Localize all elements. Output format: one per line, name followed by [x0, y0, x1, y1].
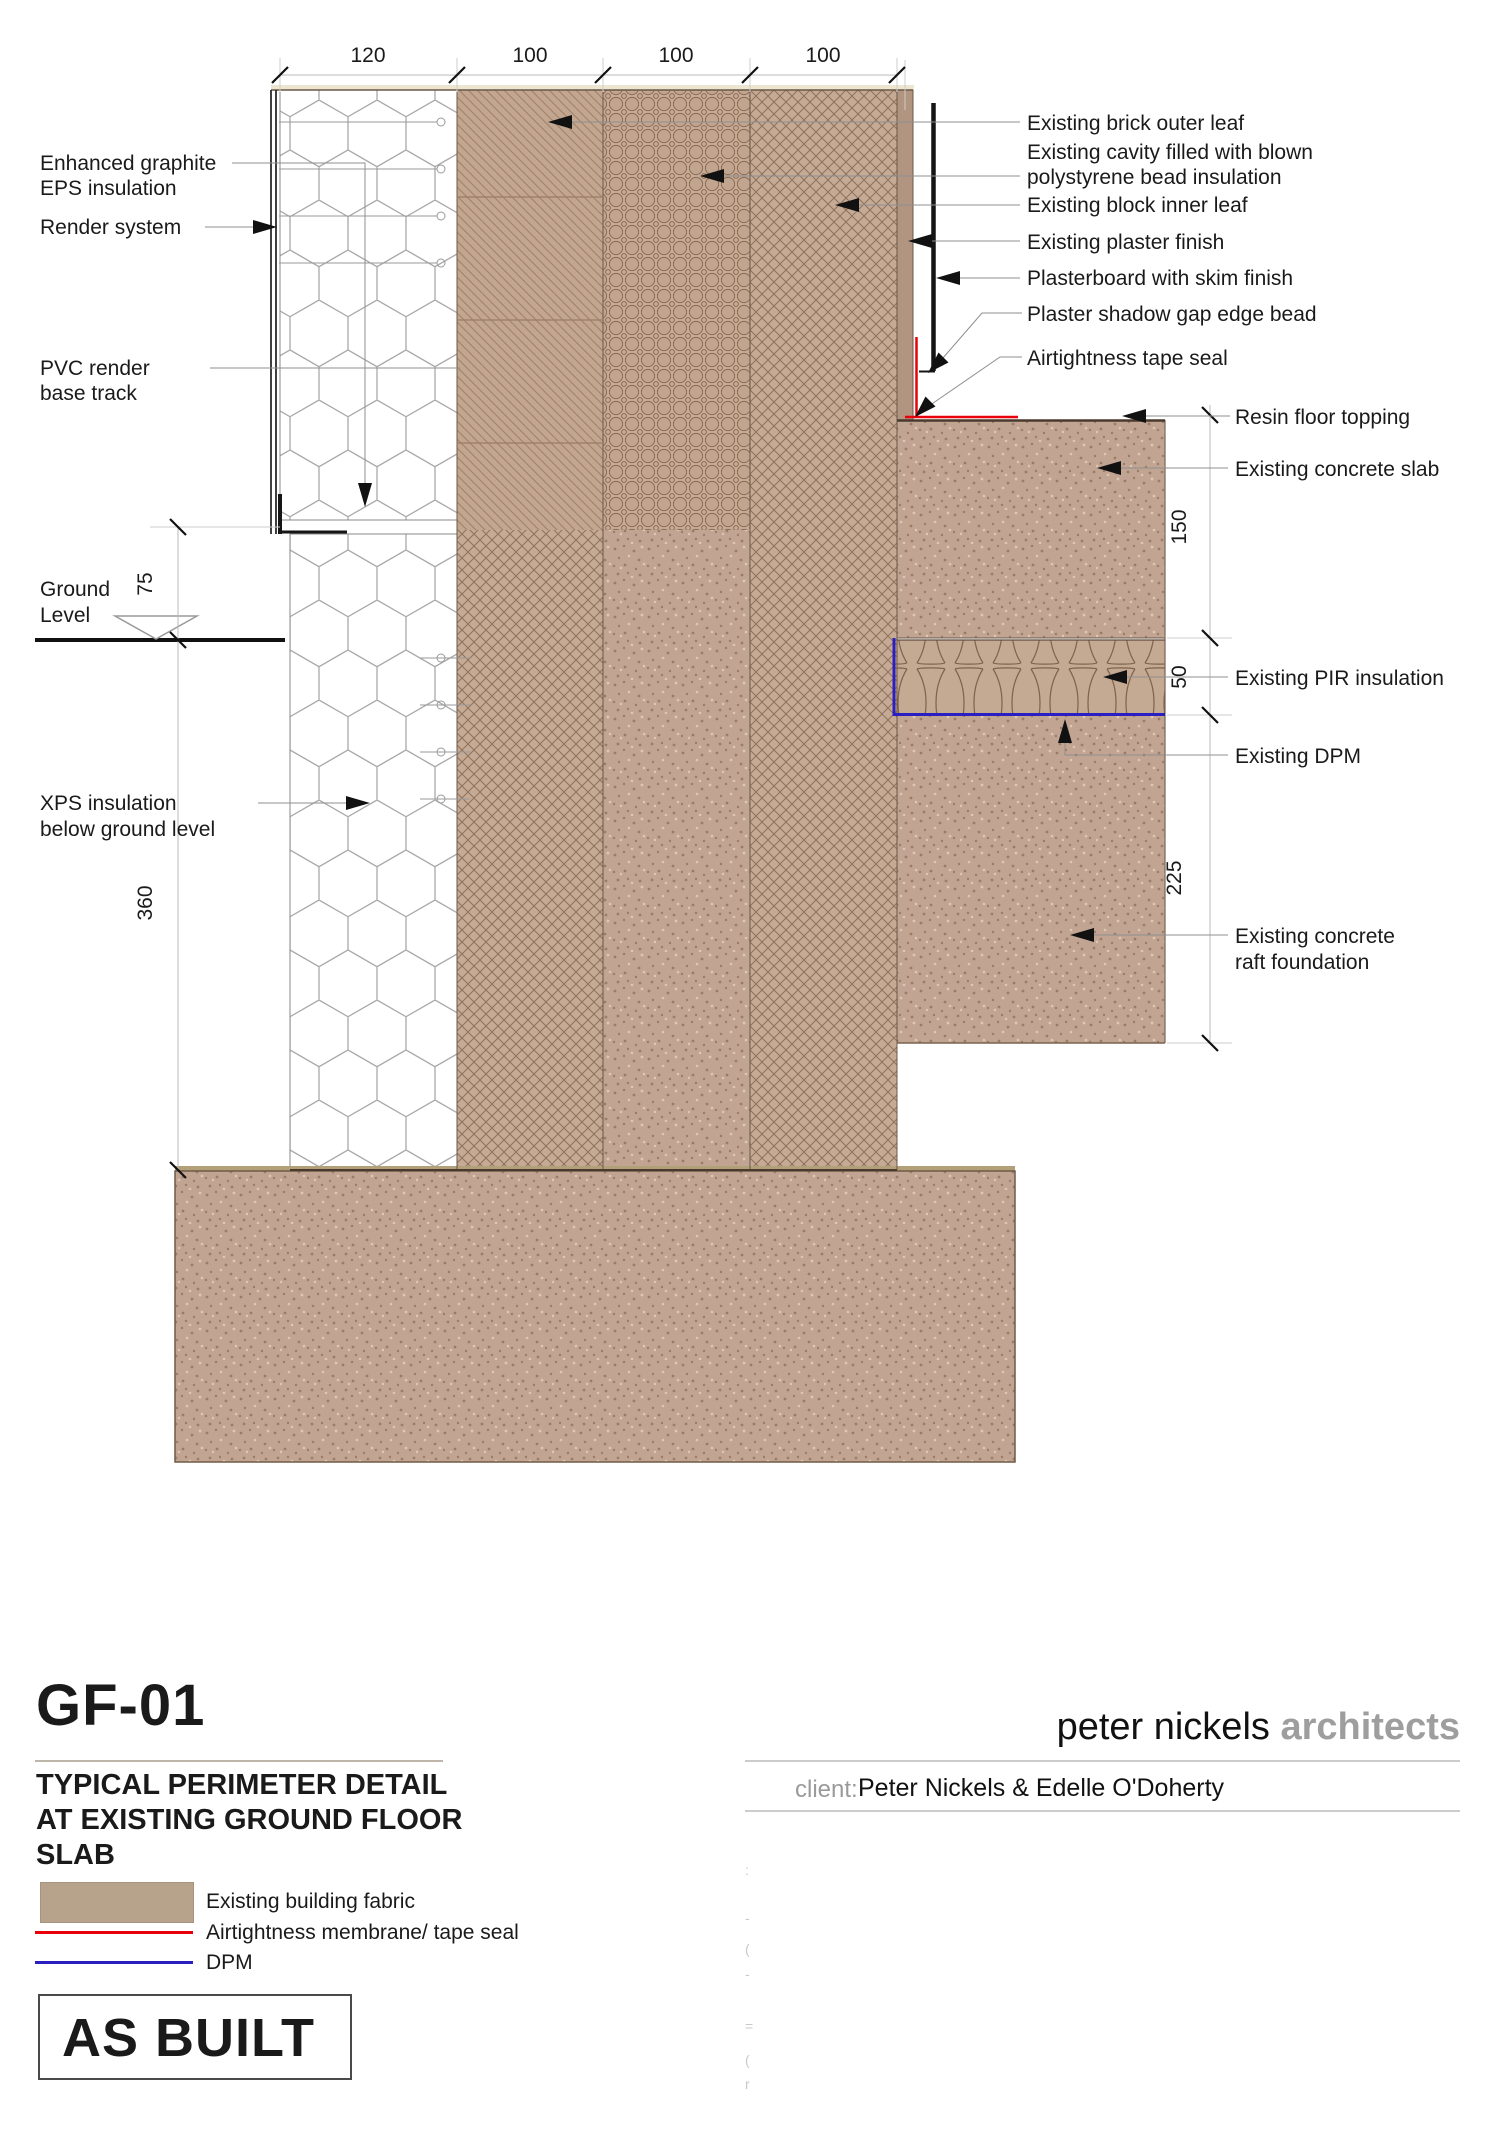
faint-text-fragment: -	[745, 1910, 750, 1926]
block-inner-leaf-region	[750, 90, 897, 1170]
render-system-lines	[271, 90, 276, 534]
titleblock-rule-top	[745, 1760, 1460, 1762]
label-tape: Airtightness tape seal	[1027, 347, 1228, 370]
brick-outer-leaf-region	[457, 90, 603, 530]
dim-360: 360	[134, 885, 157, 921]
label-resin: Resin floor topping	[1235, 406, 1411, 429]
label-raft-2: raft foundation	[1235, 951, 1370, 974]
label-raft-1: Existing concrete	[1235, 925, 1395, 948]
legend-airtightness-line	[35, 1931, 193, 1934]
xps-insulation-region	[290, 534, 457, 1170]
client-label: client:	[795, 1776, 858, 1803]
drawing-title-line3: SLAB	[36, 1839, 115, 1871]
label-dpm: Existing DPM	[1235, 745, 1362, 768]
dimension-right	[1163, 405, 1232, 1051]
titleblock-rule-bottom	[745, 1810, 1460, 1812]
label-render: Render system	[40, 216, 182, 239]
label-block: Existing block inner leaf	[1027, 194, 1248, 217]
faint-text-fragment: r	[745, 2076, 750, 2092]
label-ground-1: Ground	[40, 578, 111, 601]
annotations-left	[40, 152, 216, 841]
label-xps-2: below ground level	[40, 818, 216, 841]
drawing-title-line1: TYPICAL PERIMETER DETAIL	[36, 1769, 448, 1801]
faint-text-fragment: -	[745, 1966, 750, 1982]
label-plaster: Existing plaster finish	[1027, 231, 1225, 254]
raft-foundation-region	[897, 715, 1165, 1043]
legend-fabric-swatch	[40, 1882, 194, 1923]
concrete-slab-region	[897, 421, 1165, 638]
label-eps-1: Enhanced graphite	[40, 152, 217, 175]
label-cavity-1: Existing cavity filled with blown	[1027, 141, 1313, 164]
faint-text-fragment: =	[745, 2018, 754, 2034]
dim-100b: 100	[658, 44, 694, 67]
firm-logo	[745, 1706, 1460, 1749]
dim-75: 75	[134, 572, 157, 596]
foundation-block-region	[175, 1171, 1015, 1462]
label-pvc-1: PVC render	[40, 357, 150, 380]
firm-name: peter nickels	[1056, 1706, 1270, 1748]
ground-level-marker	[115, 616, 197, 639]
faint-text-fragment: (	[745, 2052, 750, 2068]
drawing-title-line2: AT EXISTING GROUND FLOOR	[36, 1804, 463, 1836]
label-brick: Existing brick outer leaf	[1027, 112, 1245, 135]
faint-text-fragment: (	[745, 1941, 750, 1957]
dim-50: 50	[1168, 665, 1191, 689]
label-slab: Existing concrete slab	[1235, 458, 1440, 481]
label-xps-1: XPS insulation	[40, 792, 177, 815]
label-eps-2: EPS insulation	[40, 177, 177, 200]
eps-insulation-region	[280, 90, 457, 520]
faint-text-fragment: :	[745, 1862, 749, 1878]
label-shadow-bead: Plaster shadow gap edge bead	[1027, 303, 1317, 326]
cavity-below-ground-region	[603, 530, 750, 1170]
legend-dpm-label: DPM	[206, 1951, 253, 1974]
label-pir: Existing PIR insulation	[1235, 667, 1444, 690]
as-built-stamp: AS BUILT	[38, 1994, 352, 2080]
title-divider	[35, 1760, 443, 1762]
label-cavity-2: polystyrene bead insulation	[1027, 166, 1282, 189]
dim-100c: 100	[805, 44, 841, 67]
drawing-code: GF-01	[36, 1673, 206, 1738]
legend-fabric-label: Existing building fabric	[206, 1890, 415, 1913]
dim-225: 225	[1163, 860, 1186, 896]
label-plasterboard: Plasterboard with skim finish	[1027, 267, 1294, 290]
firm-suffix: architects	[1280, 1706, 1460, 1748]
plaster-finish-strip	[897, 90, 913, 420]
label-pvc-2: base track	[40, 382, 137, 405]
label-ground-2: Level	[40, 604, 91, 627]
outer-leaf-below-ground-region	[457, 530, 603, 1170]
cavity-bead-insulation-region	[603, 90, 750, 530]
dim-120: 120	[350, 44, 386, 67]
drawing-title	[36, 1768, 462, 1873]
dim-150: 150	[1168, 509, 1191, 545]
wall-section	[35, 85, 1165, 1462]
legend-airtightness-label: Airtightness membrane/ tape seal	[206, 1921, 519, 1944]
legend-dpm-line	[35, 1961, 193, 1964]
dim-100a: 100	[512, 44, 548, 67]
client-value: Peter Nickels & Edelle O'Doherty	[858, 1774, 1225, 1802]
